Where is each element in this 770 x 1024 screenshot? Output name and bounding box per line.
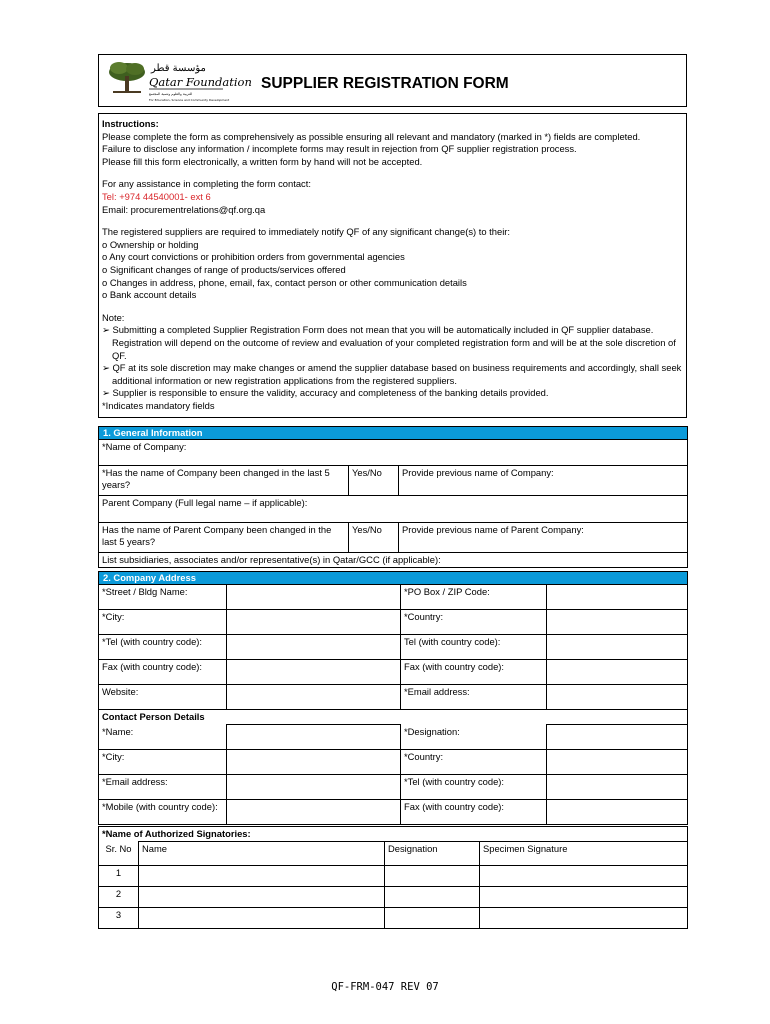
note-heading: Note: <box>102 311 125 323</box>
tel-2-label: Tel (with country code): <box>401 635 547 660</box>
signatory-signature-input[interactable] <box>480 887 688 908</box>
signatory-designation-input[interactable] <box>385 866 480 887</box>
signatory-designation-input[interactable] <box>385 908 480 929</box>
email-input[interactable] <box>547 685 688 710</box>
parent-changed-yes-no[interactable]: Yes/No <box>349 523 399 553</box>
col-designation: Designation <box>385 842 480 866</box>
contact-country-label: *Country: <box>401 750 547 775</box>
general-info-table <box>98 426 688 568</box>
general-info-heading: 1. General Information <box>99 427 688 440</box>
signatory-name-input[interactable] <box>139 908 385 929</box>
company-name-field[interactable]: *Name of Company: <box>99 440 688 466</box>
name-changed-yes-no[interactable]: Yes/No <box>349 466 399 496</box>
contact-city-label: *City: <box>99 750 227 775</box>
contact-city-input[interactable] <box>227 750 401 775</box>
note-item: ➢ QF at its sole discretion may make changes or amend the supplier database based on business requirements and accordingly, shall seek additional information or new registration applications from the registered suppliers. <box>102 362 682 386</box>
contact-email: Email: procurementrelations@qf.org.qa <box>102 203 266 215</box>
mandatory-note: *Indicates mandatory fields <box>102 399 215 411</box>
street-input[interactable] <box>227 585 401 610</box>
po-box-label: *PO Box / ZIP Code: <box>401 585 547 610</box>
fax-2-label: Fax (with country code): <box>401 660 547 685</box>
fax-label: Fax (with country code): <box>99 660 227 685</box>
subsidiaries-field[interactable]: List subsidiaries, associates and/or representative(s) in Qatar/GCC (if applicable): <box>99 553 688 568</box>
signatory-name-input[interactable] <box>139 887 385 908</box>
signatory-signature-input[interactable] <box>480 866 688 887</box>
city-label: *City: <box>99 610 227 635</box>
tel-label: *Tel (with country code): <box>99 635 227 660</box>
notify-item: o Any court convictions or prohibition orders from governmental agencies <box>102 251 405 263</box>
contact-email-label: *Email address: <box>99 775 227 800</box>
tel-input[interactable] <box>227 635 401 660</box>
contact-tel: Tel: +974 44540001- ext 6 <box>102 190 211 202</box>
note-item: ➢ Submitting a completed Supplier Registration Form does not mean that you will be automatically included in QF supplier database. Registration will depend on the outcome of review and evaluation of your completed registration form and will be at the sole discretion of QF. <box>102 324 676 361</box>
country-label: *Country: <box>401 610 547 635</box>
instruction-line: Please complete the form as comprehensively as possible ensuring all relevant and mandatory (marked in *) fields are completed. <box>102 130 641 142</box>
signatory-signature-input[interactable] <box>480 908 688 929</box>
contact-fax-input[interactable] <box>547 800 688 825</box>
signatory-designation-input[interactable] <box>385 887 480 908</box>
instruction-line: Please fill this form electronically, a written form by hand will not be accepted. <box>102 155 423 167</box>
previous-company-name-field[interactable]: Provide previous name of Company: <box>399 466 688 496</box>
notify-item: o Significant changes of range of products/services offered <box>102 263 346 275</box>
designation-label: *Designation: <box>401 725 547 750</box>
contact-name-label: *Name: <box>99 725 227 750</box>
fax-input[interactable] <box>227 660 401 685</box>
form-title: SUPPLIER REGISTRATION FORM <box>261 75 509 92</box>
notify-intro: The registered suppliers are required to immediately notify QF of any significant change(s) to their: <box>102 226 511 238</box>
notify-item: o Ownership or holding <box>102 238 199 250</box>
name-changed-label: *Has the name of Company been changed in the last 5 years? <box>99 466 349 496</box>
tel-2-input[interactable] <box>547 635 688 660</box>
contact-fax-label: Fax (with country code): <box>401 800 547 825</box>
table-row <box>99 866 688 887</box>
parent-changed-label: Has the name of Parent Company been changed in the last 5 years? <box>99 523 349 553</box>
table-row <box>99 908 688 929</box>
sr-no: 2 <box>99 887 139 908</box>
contact-country-input[interactable] <box>547 750 688 775</box>
form-header <box>98 54 687 107</box>
svg-text:مؤسسة قطر: مؤسسة قطر <box>151 63 206 74</box>
website-label: Website: <box>99 685 227 710</box>
svg-text:For Education, Science and Com: For Education, Science and Community Development <box>149 98 230 102</box>
po-box-input[interactable] <box>547 585 688 610</box>
company-address-table <box>98 571 688 825</box>
mobile-label: *Mobile (with country code): <box>99 800 227 825</box>
contact-tel-input[interactable] <box>547 775 688 800</box>
parent-company-field[interactable]: Parent Company (Full legal name – if applicable): <box>99 496 688 523</box>
contact-intro: For any assistance in completing the form contact: <box>102 178 311 190</box>
qatar-foundation-logo <box>105 58 252 104</box>
city-input[interactable] <box>227 610 401 635</box>
previous-parent-name-field[interactable]: Provide previous name of Parent Company: <box>399 523 688 553</box>
table-row <box>99 887 688 908</box>
instructions-panel <box>98 113 687 418</box>
col-sr-no: Sr. No <box>99 842 139 866</box>
sr-no: 3 <box>99 908 139 929</box>
signatories-table <box>98 826 688 929</box>
note-item: ➢ Supplier is responsible to ensure the validity, accuracy and completeness of the banking details provided. <box>102 387 549 399</box>
website-input[interactable] <box>227 685 401 710</box>
signatory-name-input[interactable] <box>139 866 385 887</box>
notify-item: o Changes in address, phone, email, fax, contact person or other communication details <box>102 276 467 288</box>
email-label: *Email address: <box>401 685 547 710</box>
contact-name-input[interactable] <box>227 725 401 750</box>
col-signature: Specimen Signature <box>480 842 688 866</box>
fax-2-input[interactable] <box>547 660 688 685</box>
sr-no: 1 <box>99 866 139 887</box>
company-address-heading: 2. Company Address <box>99 572 688 585</box>
instructions-heading: Instructions: <box>102 118 159 129</box>
country-input[interactable] <box>547 610 688 635</box>
contact-tel-label: *Tel (with country code): <box>401 775 547 800</box>
svg-text:Qatar Foundation: Qatar Foundation <box>149 75 252 89</box>
form-code-footer: QF-FRM-047 REV 07 <box>331 981 439 993</box>
notify-item: o Bank account details <box>102 289 197 301</box>
signatories-heading: *Name of Authorized Signatories: <box>99 827 688 842</box>
mobile-input[interactable] <box>227 800 401 825</box>
col-name: Name <box>139 842 385 866</box>
instruction-line: Failure to disclose any information / incomplete forms may result in rejection from QF supplier registration process. <box>102 143 577 155</box>
contact-email-input[interactable] <box>227 775 401 800</box>
svg-text:للتربية والعلوم وتنمية المجتمع: للتربية والعلوم وتنمية المجتمع <box>149 92 192 96</box>
contact-person-heading: Contact Person Details <box>99 710 688 725</box>
street-label: *Street / Bldg Name: <box>99 585 227 610</box>
designation-input[interactable] <box>547 725 688 750</box>
